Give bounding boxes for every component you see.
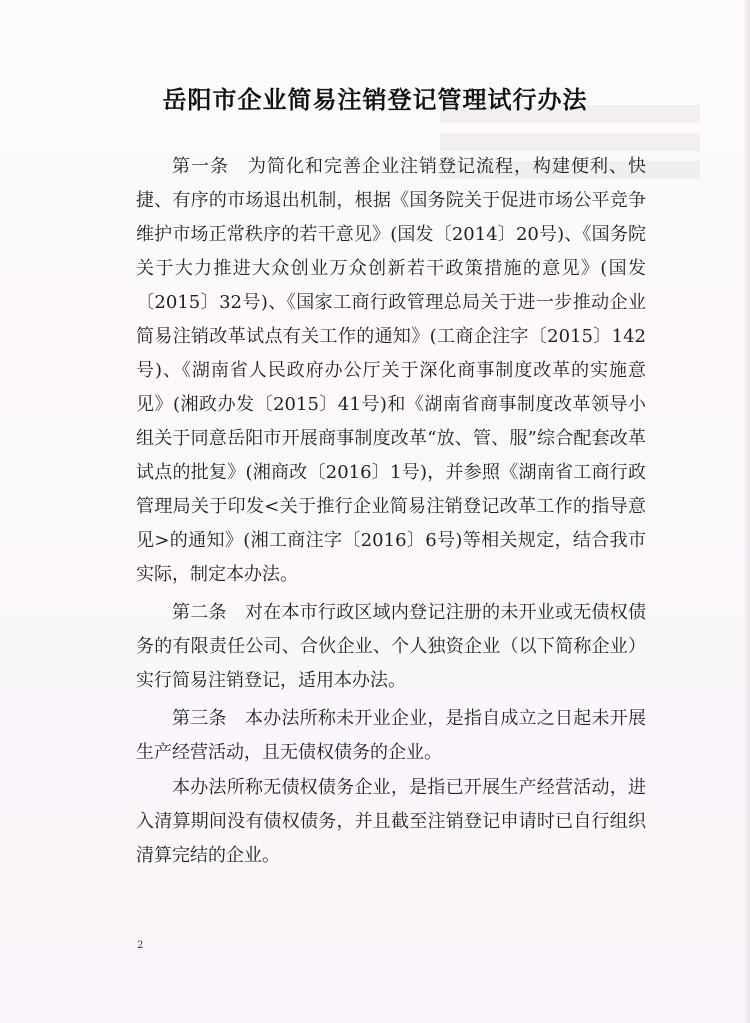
page-edge-shadow bbox=[744, 0, 750, 1023]
document-title: 岳阳市企业简易注销登记管理试行办法 bbox=[162, 85, 588, 114]
document-body bbox=[136, 150, 646, 874]
page-number: 2 bbox=[137, 940, 144, 951]
article-3-definition-paragraph: 本办法所称无债权债务企业，是指已开展生产经营活动，进入清算期间没有债权债务，并且截至注销登记申请时已自行组织清算完结的企业。 bbox=[136, 777, 646, 866]
article-2-paragraph: 第二条 对在本市行政区域内登记注册的未开业或无债权债务的有限责任公司、合伙企业、个人独资企业（以下简称企业）实行简易注销登记，适用本办法。 bbox=[136, 602, 646, 691]
article-3-paragraph: 第三条 本办法所称未开业企业，是指自成立之日起未开展生产经营活动，且无债权债务的企业。 bbox=[136, 708, 646, 763]
article-1-paragraph: 第一条 为简化和完善企业注销登记流程，构建便利、快捷、有序的市场退出机制，根据《国务院关于促进市场公平竞争维护市场正常秩序的若干意见》(国发〔2014〕20号)、《国务院关于大力推进大众创业万众创新若干政策措施的意见》(国发〔2015〕32号)、《国家工商行政管理总局关于进一步推动企业简易注销改革试点有关工作的通知》(工商企注字〔2015〕142号)、《湖南省人民政府办公厅关于深化商事制度改革的实施意见》(湘政办发〔2015〕41号)和《湖南省商事制度改革领导小组关于同意岳阳市开展商事制度改革“放、管、服”综合配套改革试点的批复》(湘商改〔2016〕1号)，并参照《湖南省工商行政管理局关于印发<关于推行企业简易注销登记改革工作的指导意见>的通知》(湘工商注字〔2016〕6号)等相关规定，结合我市实际，制定本办法。 bbox=[136, 156, 646, 585]
